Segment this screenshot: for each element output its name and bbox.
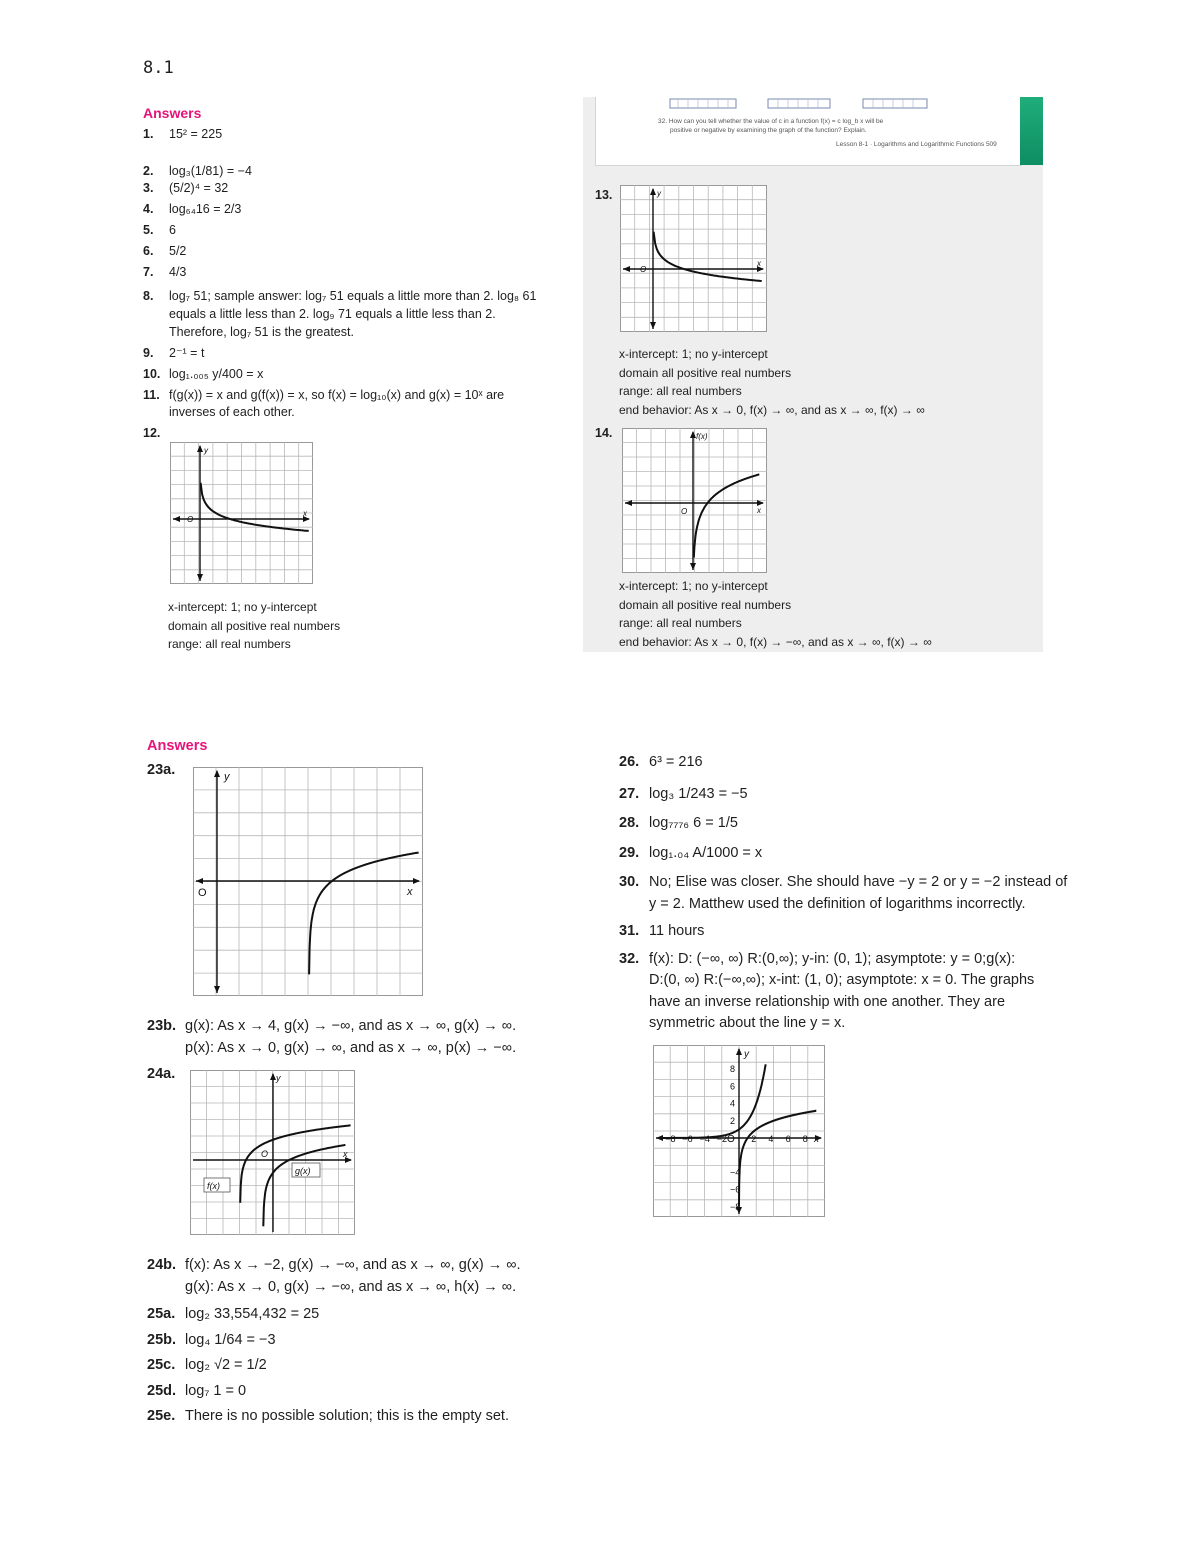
q24b-line: g(x): As x → 0, g(x) → −∞, and as x → ∞, h(x) → ∞. bbox=[185, 1278, 517, 1295]
answer-item-text: log₇ 51; sample answer: log₇ 51 equals a little more than 2. log₈ 61 bbox=[169, 289, 537, 303]
answers-heading-2: Answers bbox=[147, 738, 208, 754]
graph-q13-y-label: y bbox=[657, 189, 661, 198]
graph-q12-y-label: y bbox=[204, 446, 208, 455]
top-answer-list bbox=[143, 126, 536, 442]
graph-q32-y-tick: 8 bbox=[730, 1064, 736, 1075]
graph-q14-origin-label: O bbox=[681, 507, 688, 516]
answer-item bbox=[143, 425, 536, 442]
answer-item-text: inverses of each other. bbox=[169, 405, 295, 419]
answer-item bbox=[143, 404, 536, 421]
graph-q24a-x-label: x bbox=[343, 1149, 348, 1159]
answer-item-number: 25d. bbox=[147, 1382, 177, 1399]
q13-number: 13. bbox=[595, 188, 613, 202]
answer-item-text: D:(0, ∞) R:(−∞,∞); x-int: (1, 0); asymptote: x = 0. The graphs bbox=[649, 972, 1035, 988]
answer-item-text: 6 bbox=[169, 223, 176, 237]
answer-item-text: (5/2)⁴ = 32 bbox=[169, 181, 229, 195]
answer-item-text: log₆₄16 = 2/3 bbox=[169, 202, 242, 216]
graph-q32 bbox=[653, 1045, 825, 1217]
answer-item bbox=[143, 243, 536, 260]
answer-item-text: f(g(x)) = x and g(f(x)) = x, so f(x) = log₁₀(x) and g(x) = 10ˣ are bbox=[169, 388, 505, 402]
answer-item-text: log₂ 33,554,432 = 25 bbox=[185, 1306, 320, 1322]
answer-item-text: log₃ 1/243 = −5 bbox=[649, 785, 748, 802]
answer-item-text: have an inverse relationship with one another. They are bbox=[649, 993, 1006, 1010]
answer-item-number: 6. bbox=[143, 244, 154, 258]
answer-item-number: 12. bbox=[143, 426, 161, 440]
q14-note: domain all positive real numbers bbox=[619, 597, 792, 612]
graph-q32-origin-label: O bbox=[727, 1134, 735, 1145]
q13-note: range: all real numbers bbox=[619, 384, 742, 398]
answer-item-number: 30. bbox=[619, 874, 640, 890]
answer-item-number: 5. bbox=[143, 223, 154, 237]
graph-q24a-gx-label: g(x) bbox=[295, 1166, 311, 1176]
graph-q32-x-tick: 2 bbox=[751, 1134, 757, 1144]
answer-item bbox=[147, 1302, 509, 1328]
textbook-footer: Lesson 8-1 · Logarithms and Logarithmic Functions 509 bbox=[836, 141, 997, 148]
answer-item-text: 4/3 bbox=[169, 265, 187, 279]
graph-q32-y-label: y bbox=[744, 1049, 749, 1060]
graph-q32-y-tick: −4 bbox=[730, 1167, 741, 1178]
textbook-grid-strips bbox=[668, 98, 933, 110]
answers-heading: Answers bbox=[143, 105, 202, 121]
answer-item bbox=[619, 894, 1067, 916]
answer-item-text: 15² = 225 bbox=[169, 127, 223, 141]
graph-q32-x-tick: −4 bbox=[699, 1134, 710, 1144]
graph-q32-x-tick: 8 bbox=[802, 1134, 808, 1144]
answer-item bbox=[143, 323, 536, 341]
answer-item-text: 11 hours bbox=[649, 923, 705, 939]
answer-item-text: log₄ 1/64 = −3 bbox=[185, 1331, 276, 1348]
q14-notes bbox=[619, 577, 932, 651]
answer-item bbox=[147, 1404, 509, 1430]
answer-item bbox=[147, 1353, 509, 1379]
answer-item-number: 25a. bbox=[147, 1306, 176, 1322]
answer-item-number: 28. bbox=[619, 815, 640, 831]
answer-item bbox=[143, 387, 536, 404]
answer-item bbox=[619, 752, 1067, 774]
answer-item-text: 2⁻¹ = t bbox=[169, 346, 205, 360]
answer-item-number: 7. bbox=[143, 265, 154, 279]
answer-item-text: log₇₇₇₆ 6 = 1/5 bbox=[649, 815, 738, 831]
answer-item-text: y = 2. Matthew used the definition of logarithms incorrectly. bbox=[649, 895, 1026, 912]
q24a-number: 24a. bbox=[147, 1066, 176, 1082]
answer-item-text: 6³ = 216 bbox=[649, 754, 703, 770]
q12-note: domain all positive real numbers bbox=[168, 618, 341, 633]
answer-item bbox=[143, 264, 536, 281]
page-label: 8.1 bbox=[143, 58, 174, 78]
answer-item-number: 25b. bbox=[147, 1331, 177, 1348]
graph-q24a-origin-label: O bbox=[261, 1149, 269, 1159]
answer-item bbox=[619, 1013, 1067, 1035]
answer-item-number: 26. bbox=[619, 754, 640, 770]
graph-q32-y-tick: −8 bbox=[730, 1201, 741, 1212]
graph-q12-x-label: x bbox=[303, 509, 307, 518]
graph-q32-x-tick: 4 bbox=[768, 1134, 774, 1144]
graph-q13 bbox=[620, 185, 767, 332]
answer-item-text: 5/2 bbox=[169, 244, 187, 258]
graph-q23a-origin-label: O bbox=[198, 887, 207, 899]
q13-note: end behavior: As x → 0, f(x) → ∞, and as x → ∞, f(x) → ∞ bbox=[619, 402, 925, 417]
answer-item-text: log₂ √2 = 1/2 bbox=[185, 1357, 267, 1373]
answer-item bbox=[619, 970, 1067, 992]
answer-item-number: 29. bbox=[619, 844, 640, 861]
q23b bbox=[147, 1016, 516, 1059]
q24b-line: f(x): As x → −2, g(x) → −∞, and as x → ∞, g(x) → ∞. bbox=[185, 1257, 521, 1273]
graph-q23a bbox=[193, 767, 423, 996]
q13-note: x-intercept: 1; no y-intercept bbox=[619, 347, 768, 361]
graph-q12 bbox=[170, 442, 313, 584]
q12-note: range: all real numbers bbox=[168, 637, 291, 651]
answer-item-text: No; Elise was closer. She should have −y = 2 or y = −2 instead of bbox=[649, 874, 1068, 890]
answer-item bbox=[619, 784, 1067, 806]
graph-q32-y-tick: −6 bbox=[730, 1184, 741, 1195]
answer-item-text: log₃(1/81) = −4 bbox=[169, 164, 252, 178]
graph-q13-origin-label: O bbox=[640, 265, 647, 274]
answer-item bbox=[143, 305, 536, 323]
answer-item-text: symmetric about the line y = x. bbox=[649, 1015, 846, 1031]
answer-item-number: 8. bbox=[143, 289, 154, 303]
q25-list bbox=[147, 1302, 509, 1430]
q14-number: 14. bbox=[595, 426, 613, 440]
answer-item bbox=[619, 872, 1067, 894]
answer-item-text: log₁.₀₀₅ y/400 = x bbox=[169, 367, 264, 381]
answer-item-text: log₇ 1 = 0 bbox=[185, 1382, 247, 1399]
q14-note: x-intercept: 1; no y-intercept bbox=[619, 579, 768, 593]
answer-item-text: log₁.₀₄ A/1000 = x bbox=[649, 844, 763, 861]
graph-q14-x-label: x bbox=[757, 506, 761, 515]
answer-item-number: 4. bbox=[143, 202, 154, 216]
graph-q23a-y-label: y bbox=[224, 771, 230, 783]
graph-q14 bbox=[622, 428, 767, 573]
answer-item-text: Therefore, log₇ 51 is the greatest. bbox=[169, 325, 354, 339]
graph-q32-y-tick: 2 bbox=[730, 1115, 736, 1126]
answer-item-number: 9. bbox=[143, 346, 154, 360]
graph-q24a bbox=[190, 1070, 355, 1235]
answer-item bbox=[143, 287, 536, 305]
graph-q12-origin-label: O bbox=[187, 515, 194, 524]
answer-item-number: 10. bbox=[143, 367, 161, 381]
answer-item-number: 2. bbox=[143, 164, 154, 178]
answer-item-text: There is no possible solution; this is the empty set. bbox=[185, 1408, 509, 1424]
graph-q14-fx-label: f(x) bbox=[696, 432, 708, 441]
q23b-number: 23b. bbox=[147, 1018, 177, 1034]
answer-item bbox=[147, 1328, 509, 1354]
graph-q32-x-label: x bbox=[814, 1134, 819, 1145]
graph-q13-x-label: x bbox=[757, 259, 761, 268]
graph-q32-y-tick: 4 bbox=[730, 1098, 736, 1109]
answer-item-number: 27. bbox=[619, 785, 640, 802]
answer-item bbox=[147, 1379, 509, 1405]
graph-q32-x-tick: 6 bbox=[785, 1134, 791, 1144]
q12-notes bbox=[168, 598, 340, 654]
answer-item-number: 25c. bbox=[147, 1357, 176, 1373]
graph-q32-x-tick: −2 bbox=[716, 1134, 728, 1144]
answer-item bbox=[619, 921, 1067, 943]
answer-item bbox=[143, 126, 536, 143]
graph-q32-x-tick: −8 bbox=[665, 1134, 676, 1144]
q14-note: range: all real numbers bbox=[619, 616, 742, 630]
graph-q32-y-tick: 6 bbox=[730, 1081, 736, 1092]
answer-item bbox=[619, 992, 1067, 1014]
answer-item bbox=[143, 345, 536, 362]
answer-item-text: equals a little less than 2. log₉ 71 equals a little less than 2. bbox=[169, 307, 496, 321]
q24b-number: 24b. bbox=[147, 1257, 177, 1273]
answer-item bbox=[143, 366, 536, 383]
graph-q23a-x-label: x bbox=[407, 886, 413, 898]
q23b-line: p(x): As x → 0, g(x) → ∞, and as x → ∞, p(x) → −∞. bbox=[185, 1039, 517, 1056]
answer-item bbox=[143, 201, 536, 218]
graph-q32-x-tick: −6 bbox=[682, 1134, 693, 1144]
answer-item bbox=[619, 949, 1067, 971]
q12-note: x-intercept: 1; no y-intercept bbox=[168, 600, 317, 614]
answer-item-number: 31. bbox=[619, 923, 640, 939]
textbook-tab bbox=[1020, 97, 1043, 165]
q23b-line: g(x): As x → 4, g(x) → −∞, and as x → ∞, g(x) → ∞. bbox=[185, 1018, 517, 1034]
q23a-number: 23a. bbox=[147, 762, 176, 778]
answer-item-number: 25e. bbox=[147, 1408, 176, 1424]
answer-item-number: 32. bbox=[619, 950, 640, 967]
answer-item-number: 11. bbox=[143, 388, 160, 402]
q14-note: end behavior: As x → 0, f(x) → −∞, and as x → ∞, f(x) → ∞ bbox=[619, 634, 932, 649]
q13-notes bbox=[619, 345, 925, 419]
answer-item bbox=[143, 222, 536, 239]
answer-item bbox=[143, 163, 536, 180]
q13-note: domain all positive real numbers bbox=[619, 365, 792, 380]
graph-q24a-y-label: y bbox=[276, 1073, 281, 1083]
answer-item-number: 3. bbox=[143, 181, 154, 195]
q24b bbox=[147, 1255, 521, 1298]
right-answer-list bbox=[619, 752, 1067, 1035]
answer-item bbox=[143, 180, 536, 197]
answer-item-text: f(x): D: (−∞, ∞) R:(0,∞); y-in: (0, 1); asymptote: y = 0;g(x): bbox=[649, 950, 1016, 967]
textbook-question-cont: positive or negative by examining the graph of the function? Explain. bbox=[670, 127, 867, 134]
answer-item-number: 1. bbox=[143, 127, 154, 141]
graph-q24a-fx-label: f(x) bbox=[207, 1181, 220, 1191]
textbook-question: 32. How can you tell whether the value of c in a function f(x) = c log_b x will be bbox=[658, 118, 884, 125]
answer-item bbox=[619, 843, 1067, 865]
answer-item bbox=[619, 813, 1067, 835]
